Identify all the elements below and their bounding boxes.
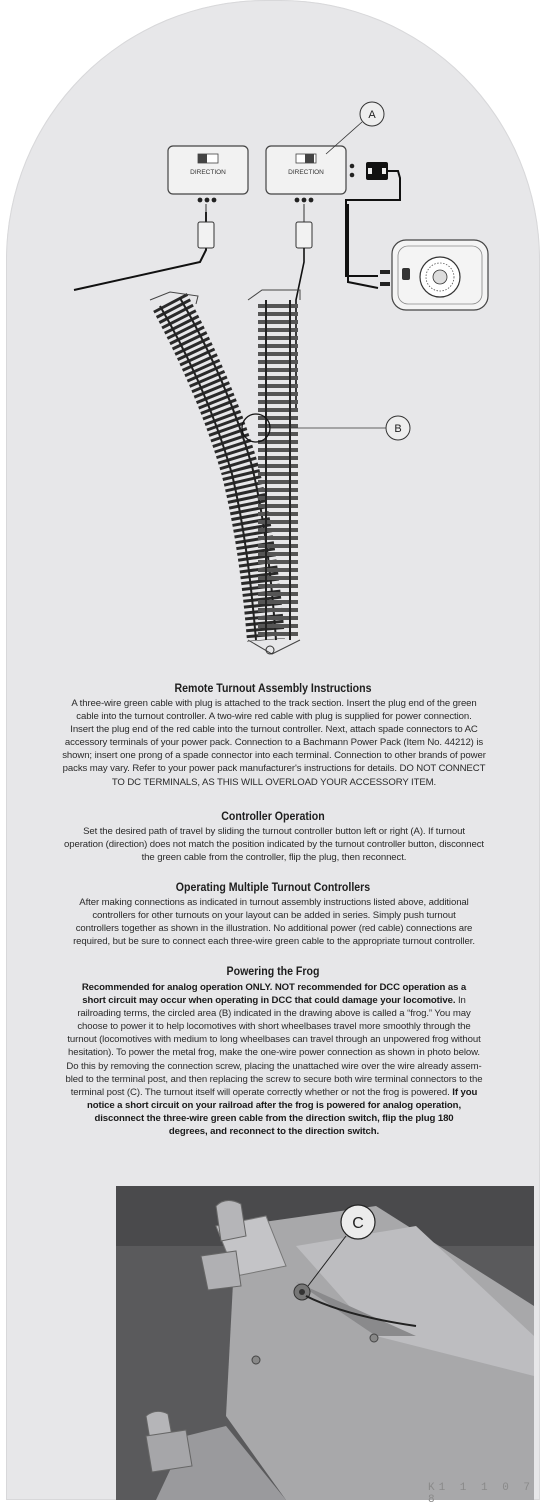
warning-text: Recommended for analog operation ONLY. NOT recommended for DCC operation as a — [81, 982, 467, 993]
text-line: controllers together as shown in the illustration. No additional power (red cable) connections are — [75, 923, 473, 935]
section-body-frog — [30, 981, 518, 1138]
serial-number: K1 1 1 0 7 8 — [428, 1482, 535, 1506]
text-line: cable into the turnout controller. A two-wire red cable with plug is supplied for power connection. — [76, 711, 472, 723]
green-cable-plug-left — [198, 204, 214, 248]
green-cable-plug-right — [296, 204, 312, 248]
text-line: bled to the terminal post, and then replacing the screw to secure both wire terminal connectors to the — [65, 1073, 483, 1085]
section-title-multiple: Operating Multiple Turnout Controllers — [175, 882, 371, 894]
callout-a — [326, 102, 384, 154]
text-line — [30, 1099, 518, 1112]
turnout-track — [150, 290, 300, 654]
text-line: TO DC TERMINALS, AS THIS WILL OVERLOAD YOUR ACCESSORY ITEM. — [111, 776, 437, 788]
turnout-controller-right — [266, 146, 354, 202]
section-title-assembly: Remote Turnout Assembly Instructions — [174, 683, 372, 695]
section-body-controller — [30, 825, 518, 864]
text-line: packs may vary. Refer to your power pack manufacturer's instructions for details. DO NOT CONNECT — [62, 763, 486, 775]
text-line — [30, 1125, 518, 1138]
callout-a-label: A — [368, 109, 376, 121]
turnout-wiring-diagram — [0, 0, 546, 680]
warning-text: short circuit may occur when operating in DCC that could damage your locomotive. — [82, 995, 456, 1007]
controller-label-right: DIRECTION — [288, 169, 324, 176]
text-line: railroading terms, the circled area (B) indicated in the drawing above is called a “frog.” You may — [77, 1008, 471, 1020]
callout-b-label: B — [394, 423, 402, 435]
text-line: choose to power it to help locomotives with short wheelbases travel more smoothly through the — [77, 1021, 471, 1033]
text-line: Set the desired path of travel by sliding the turnout controller button left or right (A). If turnout — [83, 826, 465, 837]
warning-text: notice a short circuit on your railroad after the frog is powered for analog operation, — [86, 1099, 462, 1111]
text-line: the green cable from the controller, flip the plug, then reconnect. — [141, 852, 407, 864]
text-line: shown; insert one prong of a spade connector into each terminal. Connection to other brands of power — [62, 750, 486, 762]
warning-text: disconnect the three-wire green cable from the direction switch, flip the plug 180 — [94, 1112, 454, 1124]
section-title-frog: Powering the Frog — [226, 966, 320, 978]
power-pack — [380, 240, 488, 310]
text-line: turnout (locomotives with medium to long wheelbases can travel through an unpowered frog without — [67, 1034, 481, 1046]
text-line — [30, 1112, 518, 1125]
turnout-controller-left — [168, 146, 248, 202]
text-line: Do this by removing the connection screw, placing the unattached wire over the wire already assem- — [66, 1060, 482, 1072]
text-line: Insert the plug end of the red cable into the turnout controller. Next, attach spade connectors to AC — [70, 724, 478, 736]
text-line: short circuit may occur when operating in DCC that could damage your locomotive. In — [82, 995, 466, 1007]
power-plug — [366, 162, 388, 180]
text-line: hesitation). To power the metal frog, make the one-wire power connection as shown in photo below. — [68, 1047, 480, 1059]
text-line: required, but be sure to connect each three-wire green cable to the appropriate turnout controller. — [73, 936, 475, 948]
text-line: accessory terminals of your power pack. Connection to a Bachmann Power Pack (Item No. 44212) is — [64, 737, 484, 749]
text-line: terminal post (C). The turnout itself will operate correctly whether or not the frog is powered. If you — [70, 1086, 478, 1098]
callout-c-label: C — [352, 1215, 364, 1232]
warning-text: degrees, and reconnect to the direction switch. — [168, 1126, 380, 1138]
section-body-multiple — [30, 896, 518, 948]
text-line: operation (direction) does not match the position indicated by the turnout controller button, disconnect — [64, 839, 484, 851]
controller-label-left: DIRECTION — [190, 169, 226, 176]
warning-text: If you — [449, 1086, 478, 1098]
text-line — [30, 981, 518, 994]
section-body-assembly — [30, 697, 518, 789]
text-line: controllers for other turnouts on your layout can be added in series. Simply push turnout — [92, 910, 456, 922]
text-line: A three-wire green cable with plug is attached to the track section. Insert the plug end of the green — [71, 698, 477, 709]
frog-connection-photo — [116, 1186, 534, 1500]
text-line: After making connections as indicated in turnout assembly instructions listed above, additional — [79, 897, 469, 908]
section-title-controller: Controller Operation — [221, 811, 325, 823]
